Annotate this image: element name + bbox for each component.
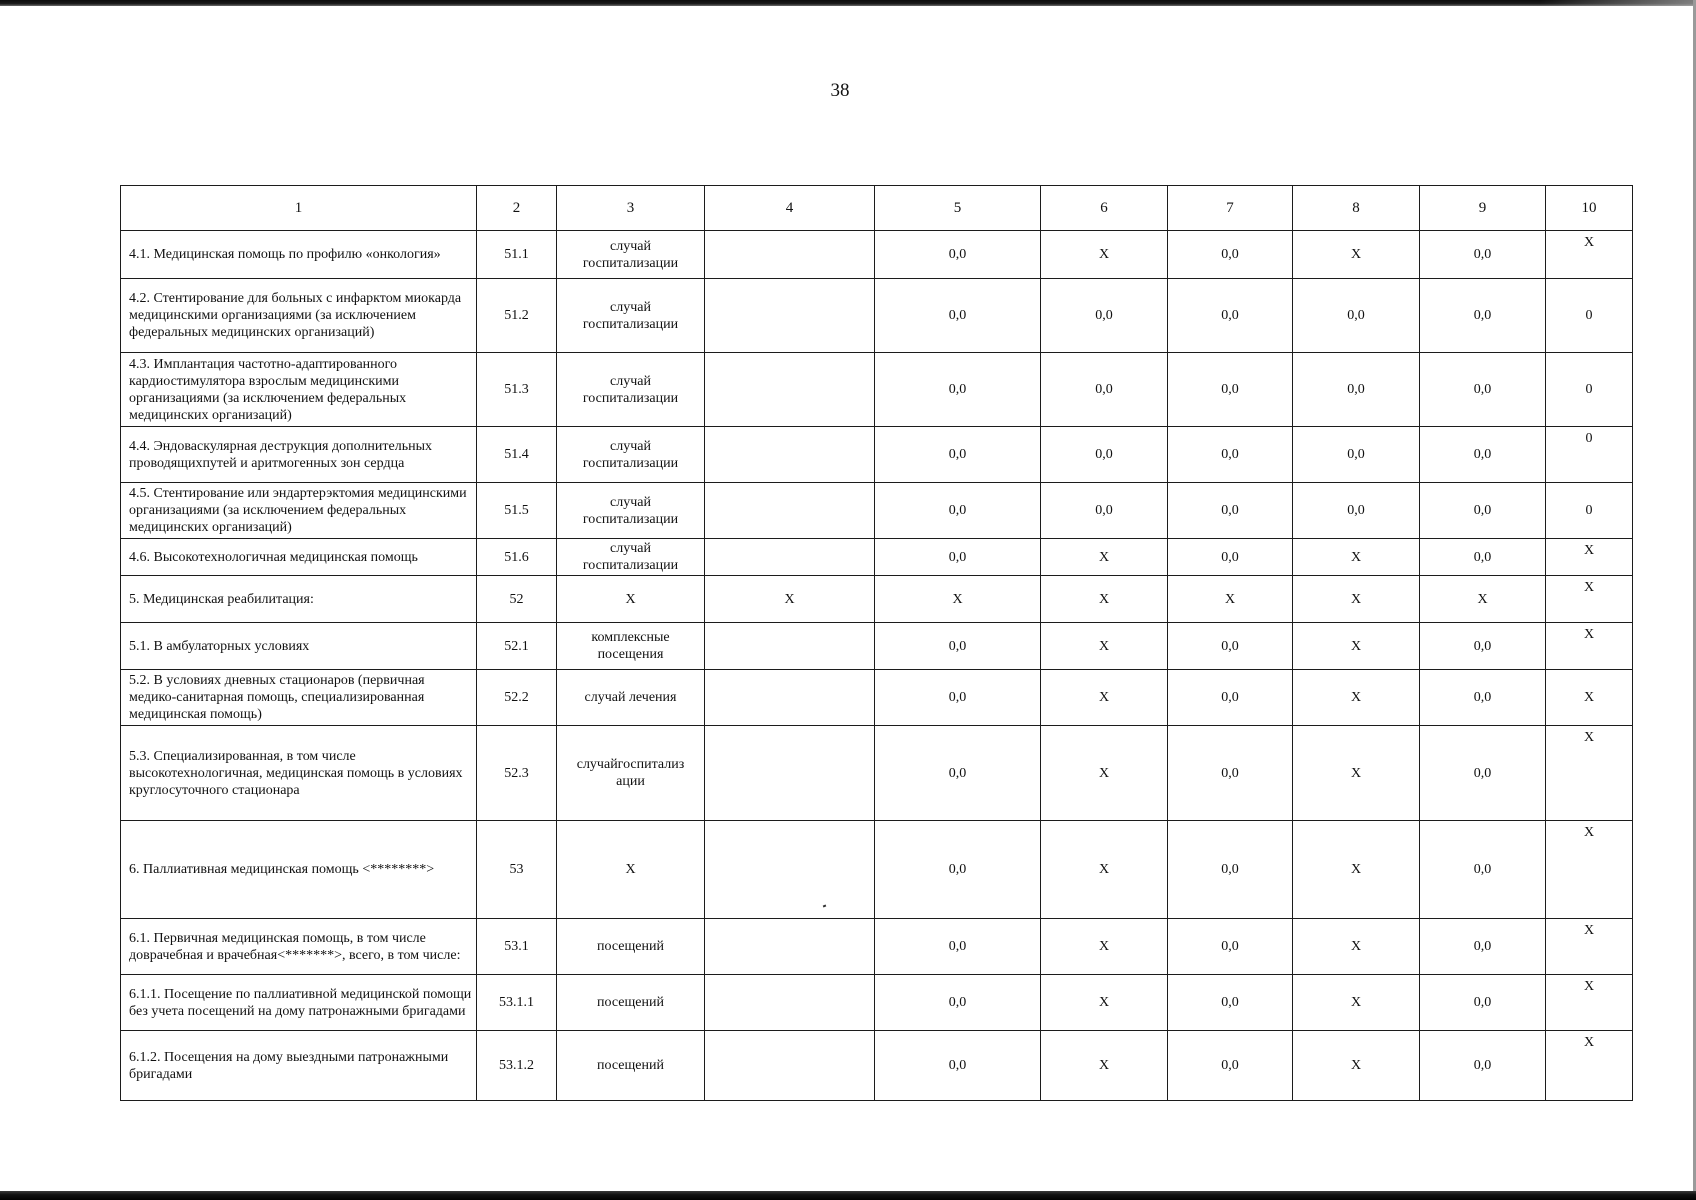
cell-col4 (705, 427, 875, 483)
header-cell: 4 (705, 186, 875, 231)
row-unit: случай госпитализации (557, 427, 705, 483)
cell-col8: X (1293, 231, 1420, 279)
cell-col8: 0,0 (1293, 279, 1420, 353)
row-unit: комплексные посещения (557, 623, 705, 670)
cell-col4 (705, 1031, 875, 1101)
cell-col8: X (1293, 623, 1420, 670)
row-name: 6.1.2. Посещения на дому выездными патронажными бригадами (121, 1031, 477, 1101)
cell-col4: X (705, 576, 875, 623)
scan-edge-top (0, 0, 1696, 6)
cell-col6: X (1041, 1031, 1168, 1101)
cell-col9: 0,0 (1420, 279, 1546, 353)
cell-col8: X (1293, 726, 1420, 821)
row-name: 6.1. Первичная медицинская помощь, в том числе доврачебная и врачебная<*******>, всего, в том числе: (121, 919, 477, 975)
row-name: 4.6. Высокотехнологичная медицинская помощь (121, 539, 477, 576)
cell-col7: 0,0 (1168, 821, 1293, 919)
header-cell: 1 (121, 186, 477, 231)
cell-col10: X (1546, 975, 1633, 1031)
cell-col7: 0,0 (1168, 483, 1293, 539)
table-row (121, 726, 1633, 821)
cell-col5: 0,0 (875, 231, 1041, 279)
cell-col6: X (1041, 670, 1168, 726)
cell-col7: 0,0 (1168, 1031, 1293, 1101)
cell-col10: 0 (1546, 483, 1633, 539)
cell-col5: 0,0 (875, 427, 1041, 483)
row-unit: посещений (557, 975, 705, 1031)
cell-col9: 0,0 (1420, 919, 1546, 975)
cell-col4 (705, 483, 875, 539)
cell-col10: X (1546, 821, 1633, 919)
cell-col6: X (1041, 231, 1168, 279)
header-cell: 9 (1420, 186, 1546, 231)
cell-col8: X (1293, 576, 1420, 623)
row-code: 52.2 (477, 670, 557, 726)
table-row (121, 821, 1633, 919)
row-name: 5.2. В условиях дневных стационаров (первичная медико-санитарная помощь, специализированная медицинская помощь) (121, 670, 477, 726)
row-unit: X (557, 576, 705, 623)
cell-col4 (705, 539, 875, 576)
cell-col5: 0,0 (875, 975, 1041, 1031)
cell-col7: 0,0 (1168, 670, 1293, 726)
header-row (121, 186, 1633, 231)
header-cell: 5 (875, 186, 1041, 231)
row-code: 51.4 (477, 427, 557, 483)
row-code: 52.1 (477, 623, 557, 670)
row-name: 4.2. Стентирование для больных с инфарктом миокарда медицинскими организациями (за исключением федеральных медицинских организаций) (121, 279, 477, 353)
row-code: 51.6 (477, 539, 557, 576)
page-number: 38 (830, 80, 850, 101)
scan-edge-top-fade (1540, 0, 1696, 6)
row-name: 5. Медицинская реабилитация: (121, 576, 477, 623)
cell-col8: X (1293, 539, 1420, 576)
cell-col10: X (1546, 623, 1633, 670)
cell-col8: X (1293, 670, 1420, 726)
cell-col10: X (1546, 231, 1633, 279)
row-unit: случай госпитализации (557, 539, 705, 576)
cell-col8: X (1293, 975, 1420, 1031)
cell-col7: 0,0 (1168, 231, 1293, 279)
header-cell: 3 (557, 186, 705, 231)
cell-col6: 0,0 (1041, 483, 1168, 539)
row-name: 6. Паллиативная медицинская помощь <********> (121, 821, 477, 919)
cell-col7: X (1168, 576, 1293, 623)
cell-col6: X (1041, 919, 1168, 975)
cell-col10: 0 (1546, 279, 1633, 353)
table-row (121, 1031, 1633, 1101)
cell-col4 (705, 919, 875, 975)
row-code: 53 (477, 821, 557, 919)
row-code: 52.3 (477, 726, 557, 821)
scan-edge-bottom (0, 1191, 1696, 1200)
row-name: 4.1. Медицинская помощь по профилю «онкология» (121, 231, 477, 279)
table-row (121, 279, 1633, 353)
cell-col7: 0,0 (1168, 919, 1293, 975)
cell-col7: 0,0 (1168, 975, 1293, 1031)
cell-col6: X (1041, 726, 1168, 821)
cell-col6: X (1041, 821, 1168, 919)
cell-col9: 0,0 (1420, 231, 1546, 279)
cell-col4 (705, 231, 875, 279)
table-row (121, 670, 1633, 726)
cell-col9: 0,0 (1420, 726, 1546, 821)
table-row (121, 353, 1633, 427)
row-name: 5.3. Специализированная, в том числе высокотехнологичная, медицинская помощь в условиях круглосуточного стационара (121, 726, 477, 821)
cell-col7: 0,0 (1168, 623, 1293, 670)
row-unit: X (557, 821, 705, 919)
cell-col5: 0,0 (875, 726, 1041, 821)
row-code: 51.2 (477, 279, 557, 353)
cell-col8: 0,0 (1293, 427, 1420, 483)
cell-col6: 0,0 (1041, 279, 1168, 353)
cell-col9: 0,0 (1420, 539, 1546, 576)
row-name: 4.4. Эндоваскулярная деструкция дополнительных проводящихпутей и аритмогенных зон сердца (121, 427, 477, 483)
cell-col9: 0,0 (1420, 427, 1546, 483)
cell-col5: X (875, 576, 1041, 623)
cell-col10: X (1546, 670, 1633, 726)
row-unit: случай госпитализации (557, 279, 705, 353)
table-row (121, 576, 1633, 623)
cell-col9: 0,0 (1420, 353, 1546, 427)
cell-col5: 0,0 (875, 821, 1041, 919)
cell-col10: X (1546, 1031, 1633, 1101)
row-unit: посещений (557, 919, 705, 975)
cell-col4 (705, 975, 875, 1031)
cell-col8: X (1293, 919, 1420, 975)
row-code: 53.1 (477, 919, 557, 975)
cell-col9: 0,0 (1420, 483, 1546, 539)
cell-col6: X (1041, 576, 1168, 623)
row-unit: случайгоспитализ ации (557, 726, 705, 821)
cell-col9: 0,0 (1420, 670, 1546, 726)
cell-col5: 0,0 (875, 279, 1041, 353)
cell-col10: 0 (1546, 353, 1633, 427)
row-code: 51.1 (477, 231, 557, 279)
table-row (121, 539, 1633, 576)
cell-col6: X (1041, 975, 1168, 1031)
cell-col6: 0,0 (1041, 427, 1168, 483)
table-row (121, 427, 1633, 483)
cell-col10: X (1546, 919, 1633, 975)
cell-col8: 0,0 (1293, 353, 1420, 427)
cell-col5: 0,0 (875, 670, 1041, 726)
cell-col8: X (1293, 821, 1420, 919)
cell-col10: 0 (1546, 427, 1633, 483)
cell-col10: X (1546, 539, 1633, 576)
row-unit: случай госпитализации (557, 353, 705, 427)
cell-col10: X (1546, 726, 1633, 821)
cell-col9: 0,0 (1420, 821, 1546, 919)
header-cell: 6 (1041, 186, 1168, 231)
cell-col7: 0,0 (1168, 427, 1293, 483)
table-row (121, 919, 1633, 975)
row-unit: посещений (557, 1031, 705, 1101)
cell-col7: 0,0 (1168, 539, 1293, 576)
row-code: 52 (477, 576, 557, 623)
table-row (121, 623, 1633, 670)
row-code: 53.1.2 (477, 1031, 557, 1101)
row-name: 6.1.1. Посещение по паллиативной медицинской помощи без учета посещений на дому патронажными бригадами (121, 975, 477, 1031)
header-cell: 2 (477, 186, 557, 231)
cell-col6: X (1041, 539, 1168, 576)
row-unit: случай госпитализации (557, 483, 705, 539)
cell-col4 (705, 726, 875, 821)
cell-col4 (705, 353, 875, 427)
table-row (121, 231, 1633, 279)
cell-col4 (705, 670, 875, 726)
cell-col9: 0,0 (1420, 1031, 1546, 1101)
cell-col5: 0,0 (875, 539, 1041, 576)
row-name: 4.3. Имплантация частотно-адаптированного кардиостимулятора взрослым медицинскими организациями (за исключением федеральных медицинских организаций) (121, 353, 477, 427)
cell-col5: 0,0 (875, 1031, 1041, 1101)
cell-col4 (705, 623, 875, 670)
cell-col7: 0,0 (1168, 353, 1293, 427)
cell-col9: 0,0 (1420, 623, 1546, 670)
cell-col9: X (1420, 576, 1546, 623)
cell-col5: 0,0 (875, 353, 1041, 427)
cell-col5: 0,0 (875, 483, 1041, 539)
cell-col8: 0,0 (1293, 483, 1420, 539)
cell-col8: X (1293, 1031, 1420, 1101)
header-cell: 10 (1546, 186, 1633, 231)
table-row (121, 483, 1633, 539)
cell-col6: X (1041, 623, 1168, 670)
cell-col4 (705, 821, 875, 919)
row-unit: случай госпитализации (557, 231, 705, 279)
cell-col4 (705, 279, 875, 353)
cell-col6: 0,0 (1041, 353, 1168, 427)
data-table (120, 185, 1633, 1101)
row-code: 51.5 (477, 483, 557, 539)
row-code: 53.1.1 (477, 975, 557, 1031)
cell-col7: 0,0 (1168, 726, 1293, 821)
header-cell: 8 (1293, 186, 1420, 231)
cell-col5: 0,0 (875, 919, 1041, 975)
cell-col9: 0,0 (1420, 975, 1546, 1031)
cell-col7: 0,0 (1168, 279, 1293, 353)
cell-col5: 0,0 (875, 623, 1041, 670)
row-name: 4.5. Стентирование или эндартерэктомия медицинскими организациями (за исключением федеральных медицинских организаций) (121, 483, 477, 539)
row-code: 51.3 (477, 353, 557, 427)
row-name: 5.1. В амбулаторных условиях (121, 623, 477, 670)
table-row (121, 975, 1633, 1031)
row-unit: случай лечения (557, 670, 705, 726)
cell-col10: X (1546, 576, 1633, 623)
header-cell: 7 (1168, 186, 1293, 231)
